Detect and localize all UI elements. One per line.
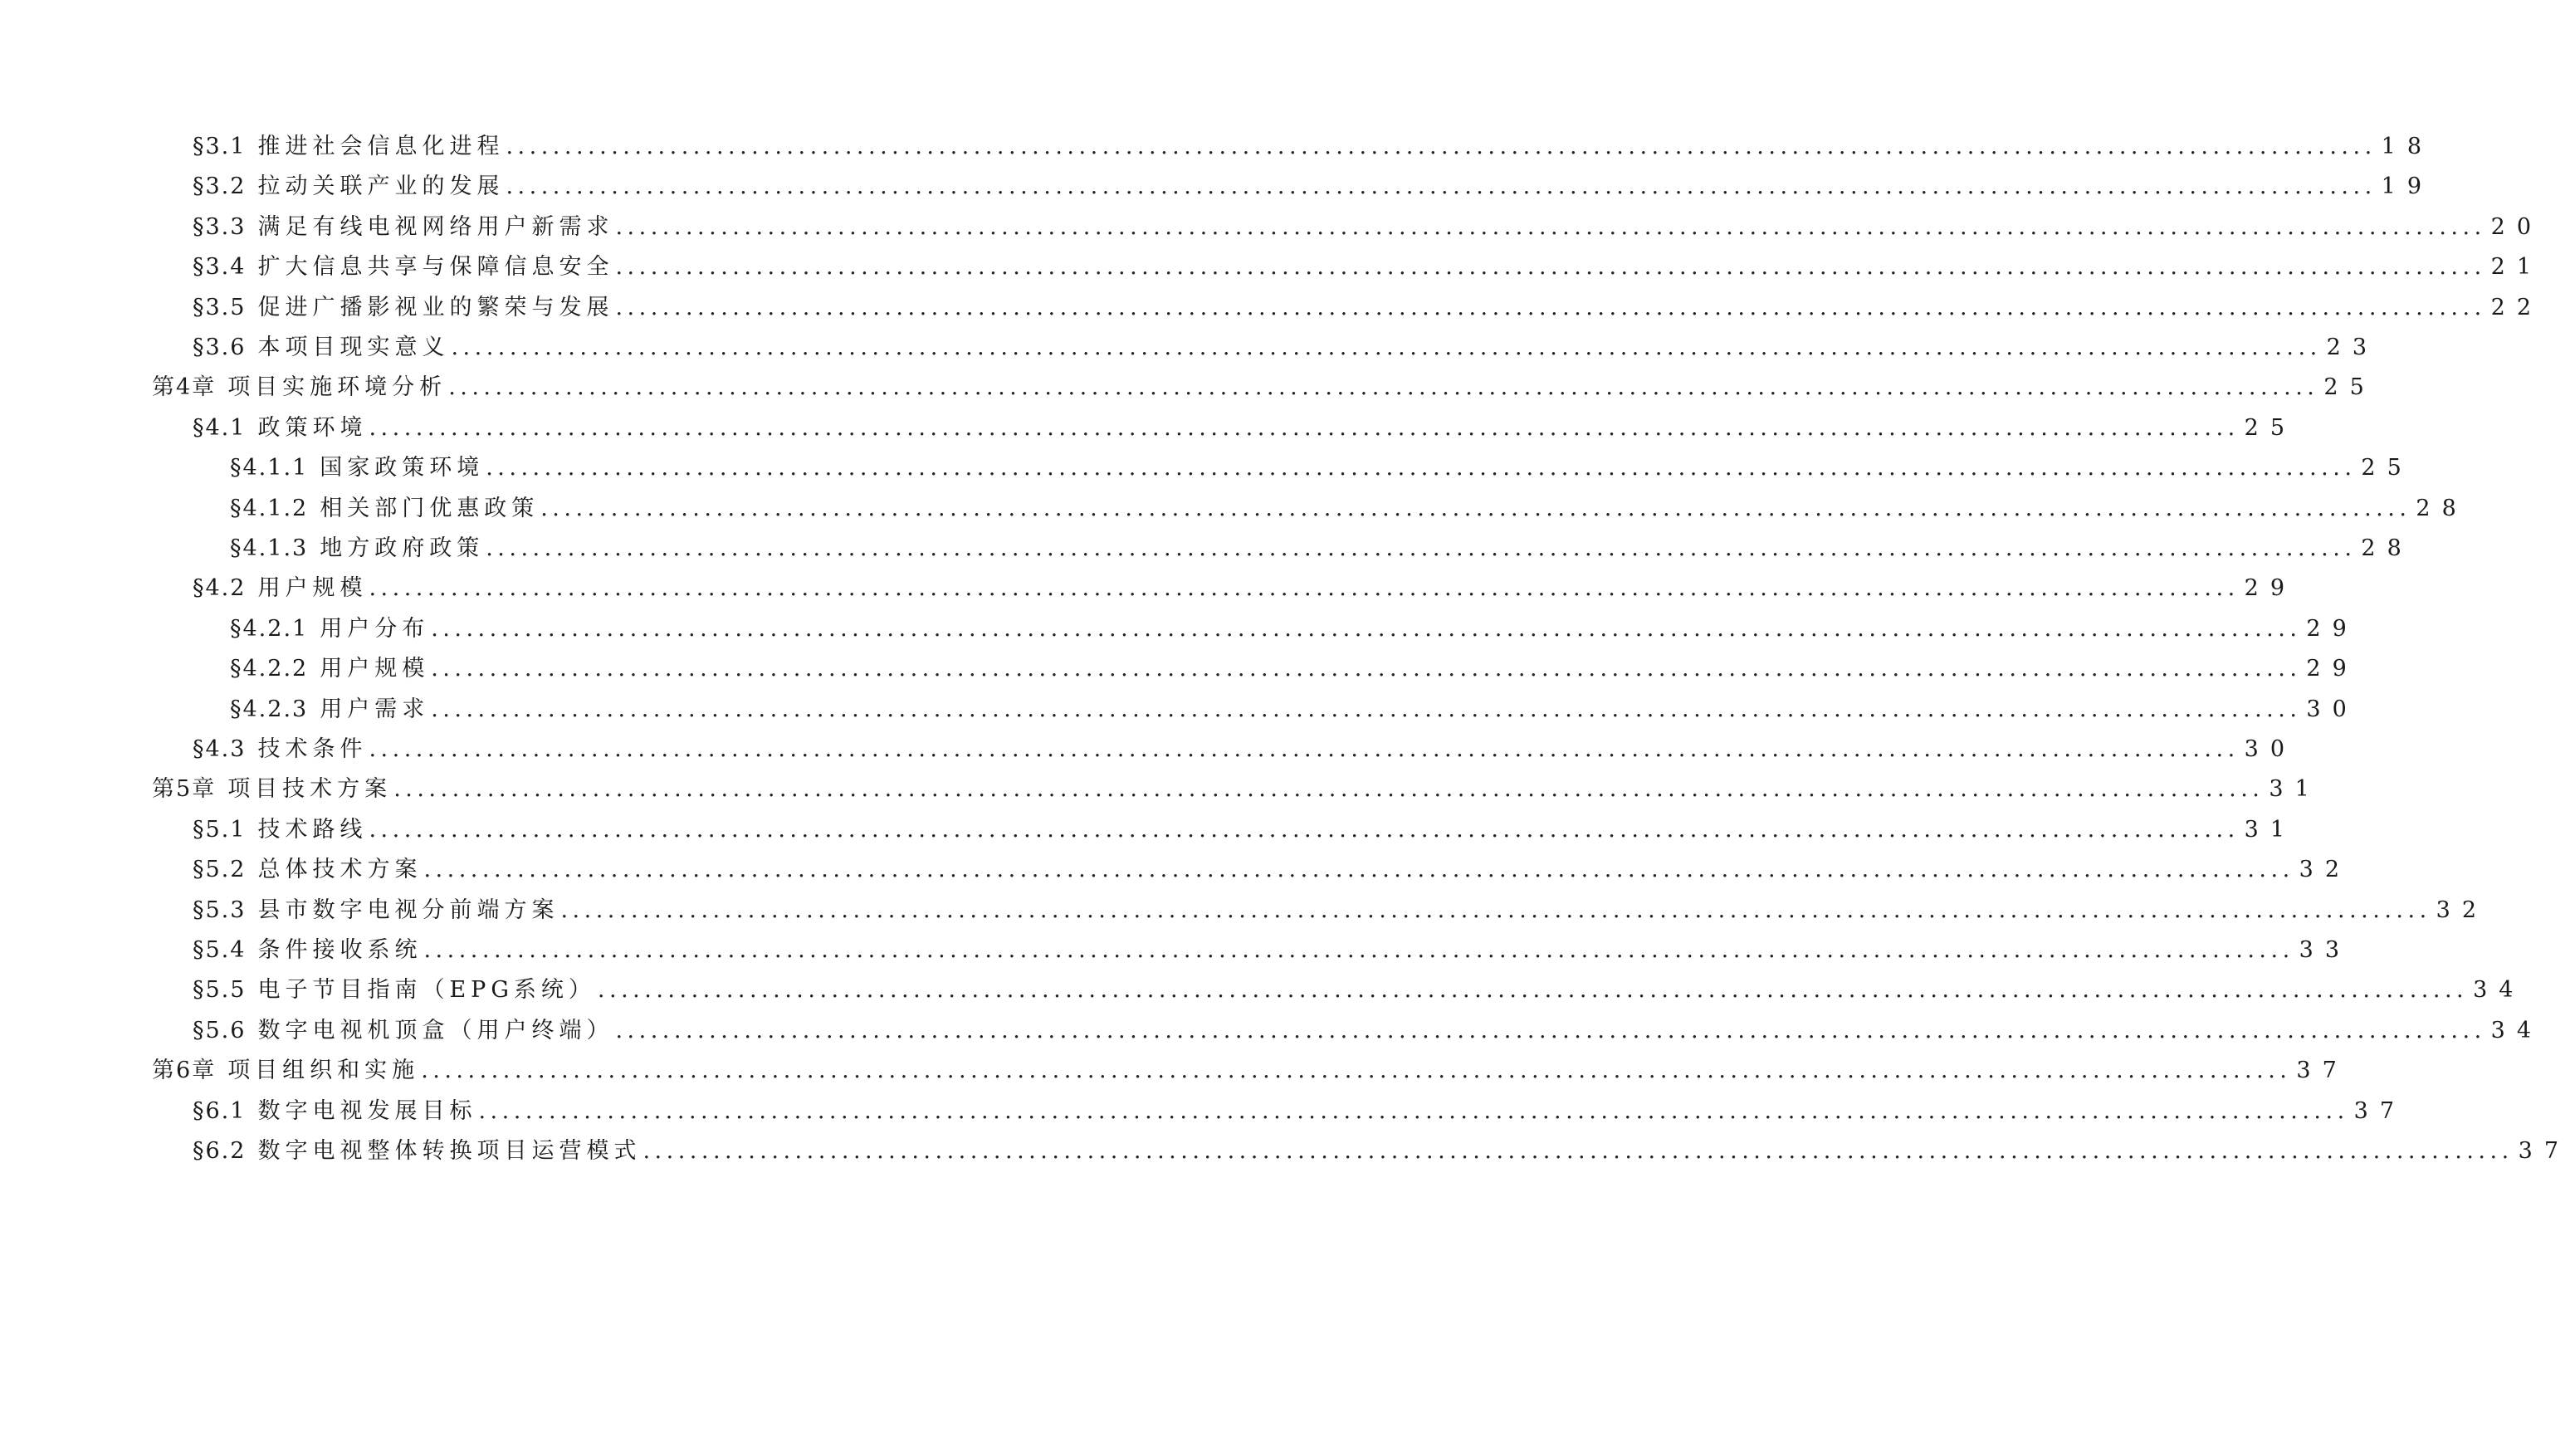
toc-entry-number: §6.2 (193, 1138, 247, 1164)
toc-entry-title: 技术条件 (257, 736, 368, 762)
toc-entry-title: 推进社会信息化进程 (257, 134, 505, 159)
toc-entry-title: 促进广播影视业的繁荣与发展 (257, 294, 614, 320)
toc-entry-page-number: 28 (2361, 535, 2413, 561)
toc-entry-title: 相关部门优惠政策 (320, 495, 540, 521)
toc-entry-title: 项目组织和实施 (227, 1058, 420, 1084)
toc-dot-leader: ................................................................................................................................................................ (615, 294, 2486, 320)
toc-dot-leader: ................................................................................................................................................................ (540, 495, 2411, 521)
toc-dot-leader: ................................................................................................................................................................ (393, 776, 2265, 803)
toc-section-entry[interactable] (193, 731, 2297, 768)
toc-entry-number: §5.3 (193, 897, 247, 923)
toc-dot-leader: ................................................................................................................................................................ (451, 335, 2322, 360)
toc-dot-leader: ................................................................................................................................................................ (369, 575, 2240, 602)
toc-entry-number: 第5章 (152, 776, 217, 803)
toc-entry-page-number: 20 (2490, 213, 2543, 240)
toc-dot-leader: ................................................................................................................................................................ (369, 736, 2240, 762)
toc-entry-number: §6.1 (193, 1097, 247, 1124)
toc-chapter-entry[interactable] (152, 369, 2376, 406)
toc-section-entry[interactable] (230, 691, 2358, 728)
toc-section-entry[interactable] (193, 972, 2525, 1009)
toc-section-entry[interactable] (193, 290, 2543, 326)
toc-entry-number: §4.3 (193, 736, 247, 762)
toc-section-entry[interactable] (193, 249, 2543, 286)
toc-dot-leader: ................................................................................................................................................................ (423, 857, 2294, 883)
toc-entry-number: §3.6 (193, 335, 247, 360)
toc-entry-number: §4.1 (193, 414, 247, 441)
toc-entry-page-number: 31 (2269, 776, 2321, 803)
toc-entry-title: 国家政策环境 (320, 455, 485, 481)
toc-dot-leader: ................................................................................................................................................................ (597, 977, 2469, 1004)
toc-section-entry[interactable] (230, 611, 2358, 647)
toc-dot-leader: ................................................................................................................................................................ (486, 455, 2357, 481)
toc-entry-title: 县市数字电视分前端方案 (257, 897, 559, 923)
toc-entry-page-number: 37 (2518, 1138, 2570, 1164)
toc-section-entry[interactable] (193, 932, 2352, 969)
toc-entry-title: 用户规模 (320, 656, 430, 682)
toc-entry-title: 本项目现实意义 (257, 335, 450, 360)
toc-entry-page-number: 29 (2306, 656, 2358, 682)
toc-entry-page-number: 29 (2244, 575, 2297, 602)
toc-entry-title: 拉动关联产业的发展 (257, 173, 505, 200)
toc-entry-number: §5.6 (193, 1017, 247, 1043)
toc-entry-page-number: 32 (2436, 897, 2489, 923)
toc-entry-number: §5.2 (193, 857, 247, 883)
toc-entry-page-number: 23 (2326, 335, 2379, 360)
toc-entry-number: §3.5 (193, 294, 247, 320)
toc-section-entry[interactable] (230, 450, 2413, 486)
toc-chapter-entry[interactable] (152, 771, 2321, 808)
toc-dot-leader: ................................................................................................................................................................ (642, 1138, 2514, 1164)
toc-entry-page-number: 32 (2299, 857, 2352, 883)
toc-dot-leader: ................................................................................................................................................................ (431, 615, 2302, 642)
toc-entry-title: 项目技术方案 (227, 776, 393, 803)
toc-entry-number: §4.2 (193, 575, 247, 602)
toc-dot-leader: ................................................................................................................................................................ (421, 1058, 2292, 1084)
toc-entry-number: §4.1.2 (230, 495, 309, 521)
toc-entry-page-number: 18 (2381, 134, 2434, 159)
toc-dot-leader: ................................................................................................................................................................ (423, 937, 2294, 963)
toc-entry-page-number: 33 (2299, 937, 2352, 963)
toc-entry-title: 扩大信息共享与保障信息安全 (257, 254, 614, 281)
toc-entry-number: §4.2.3 (230, 696, 309, 722)
toc-dot-leader: ................................................................................................................................................................ (615, 254, 2486, 281)
toc-dot-leader: ................................................................................................................................................................ (431, 656, 2302, 682)
toc-entry-number: §3.4 (193, 254, 247, 281)
toc-section-entry[interactable] (193, 1133, 2570, 1170)
toc-entry-number: 第4章 (152, 374, 217, 401)
toc-entry-number: §4.1.1 (230, 455, 309, 481)
toc-entry-page-number: 29 (2306, 615, 2358, 642)
toc-dot-leader: ................................................................................................................................................................ (560, 897, 2431, 923)
toc-entry-title: 电子节目指南（EPG系统） (257, 977, 596, 1004)
toc-entry-page-number: 22 (2490, 294, 2543, 320)
toc-entry-title: 总体技术方案 (257, 857, 423, 883)
toc-entry-title: 项目实施环境分析 (227, 374, 447, 401)
toc-section-entry[interactable] (193, 169, 2434, 205)
toc-chapter-entry[interactable] (152, 1053, 2348, 1089)
toc-dot-leader: ................................................................................................................................................................ (369, 816, 2240, 843)
toc-entry-title: 地方政府政策 (320, 535, 485, 561)
toc-entry-title: 满足有线电视网络用户新需求 (257, 213, 614, 240)
toc-entry-title: 技术路线 (257, 816, 368, 843)
toc-entry-page-number: 30 (2306, 696, 2358, 722)
toc-section-entry[interactable] (193, 812, 2297, 848)
toc-entry-page-number: 37 (2296, 1058, 2348, 1084)
toc-entry-number: §4.1.3 (230, 535, 309, 561)
toc-section-entry[interactable] (193, 410, 2297, 447)
toc-section-entry[interactable] (193, 892, 2489, 929)
toc-dot-leader: ................................................................................................................................................................ (478, 1097, 2349, 1124)
toc-entry-page-number: 34 (2490, 1017, 2543, 1043)
toc-section-entry[interactable] (193, 852, 2352, 888)
toc-entry-title: 用户需求 (320, 696, 430, 722)
toc-dot-leader: ................................................................................................................................................................ (486, 535, 2357, 561)
toc-dot-leader: ................................................................................................................................................................ (615, 1017, 2486, 1043)
toc-entry-title: 数字电视发展目标 (257, 1097, 477, 1124)
toc-entry-title: 政策环境 (257, 414, 368, 441)
toc-entry-number: §4.2.2 (230, 656, 309, 682)
toc-entry-number: §3.3 (193, 213, 247, 240)
toc-entry-number: 第6章 (152, 1058, 217, 1084)
toc-entry-number: §5.4 (193, 937, 247, 963)
toc-entry-page-number: 25 (2323, 374, 2376, 401)
toc-entry-number: §3.2 (193, 173, 247, 200)
toc-entry-title: 数字电视整体转换项目运营模式 (257, 1138, 642, 1164)
toc-entry-number: §5.1 (193, 816, 247, 843)
toc-dot-leader: ................................................................................................................................................................ (506, 173, 2377, 200)
toc-entry-number: §4.2.1 (230, 615, 309, 642)
toc-entry-number: §5.5 (193, 977, 247, 1004)
toc-entry-title: 用户规模 (257, 575, 368, 602)
toc-entry-number: §3.1 (193, 134, 247, 159)
toc-entry-page-number: 34 (2473, 977, 2525, 1004)
toc-entry-page-number: 28 (2416, 495, 2468, 521)
toc-section-entry[interactable] (193, 330, 2379, 366)
toc-dot-leader: ................................................................................................................................................................ (431, 696, 2302, 722)
toc-dot-leader: ................................................................................................................................................................ (506, 134, 2377, 159)
toc-dot-leader: ................................................................................................................................................................ (615, 213, 2486, 240)
toc-entry-page-number: 37 (2353, 1097, 2406, 1124)
toc-dot-leader: ................................................................................................................................................................ (448, 374, 2319, 401)
toc-entry-title: 用户分布 (320, 615, 430, 642)
toc-section-entry[interactable] (193, 1093, 2406, 1130)
toc-entry-page-number: 25 (2244, 414, 2297, 441)
toc-section-entry[interactable] (193, 209, 2543, 246)
toc-entry-page-number: 21 (2490, 254, 2543, 281)
toc-section-entry[interactable] (230, 491, 2468, 527)
toc-section-entry[interactable] (193, 570, 2297, 607)
toc-entry-page-number: 19 (2381, 173, 2434, 200)
toc-entry-title: 条件接收系统 (257, 937, 423, 963)
toc-section-entry[interactable] (230, 530, 2413, 567)
toc-entry-page-number: 25 (2361, 455, 2413, 481)
toc-entry-page-number: 31 (2244, 816, 2297, 843)
toc-entry-title: 数字电视机顶盒（用户终端） (257, 1017, 614, 1043)
toc-section-entry[interactable] (193, 129, 2434, 165)
toc-section-entry[interactable] (193, 1013, 2543, 1049)
toc-entry-page-number: 30 (2244, 736, 2297, 762)
toc-section-entry[interactable] (230, 651, 2358, 687)
toc-dot-leader: ................................................................................................................................................................ (369, 414, 2240, 441)
